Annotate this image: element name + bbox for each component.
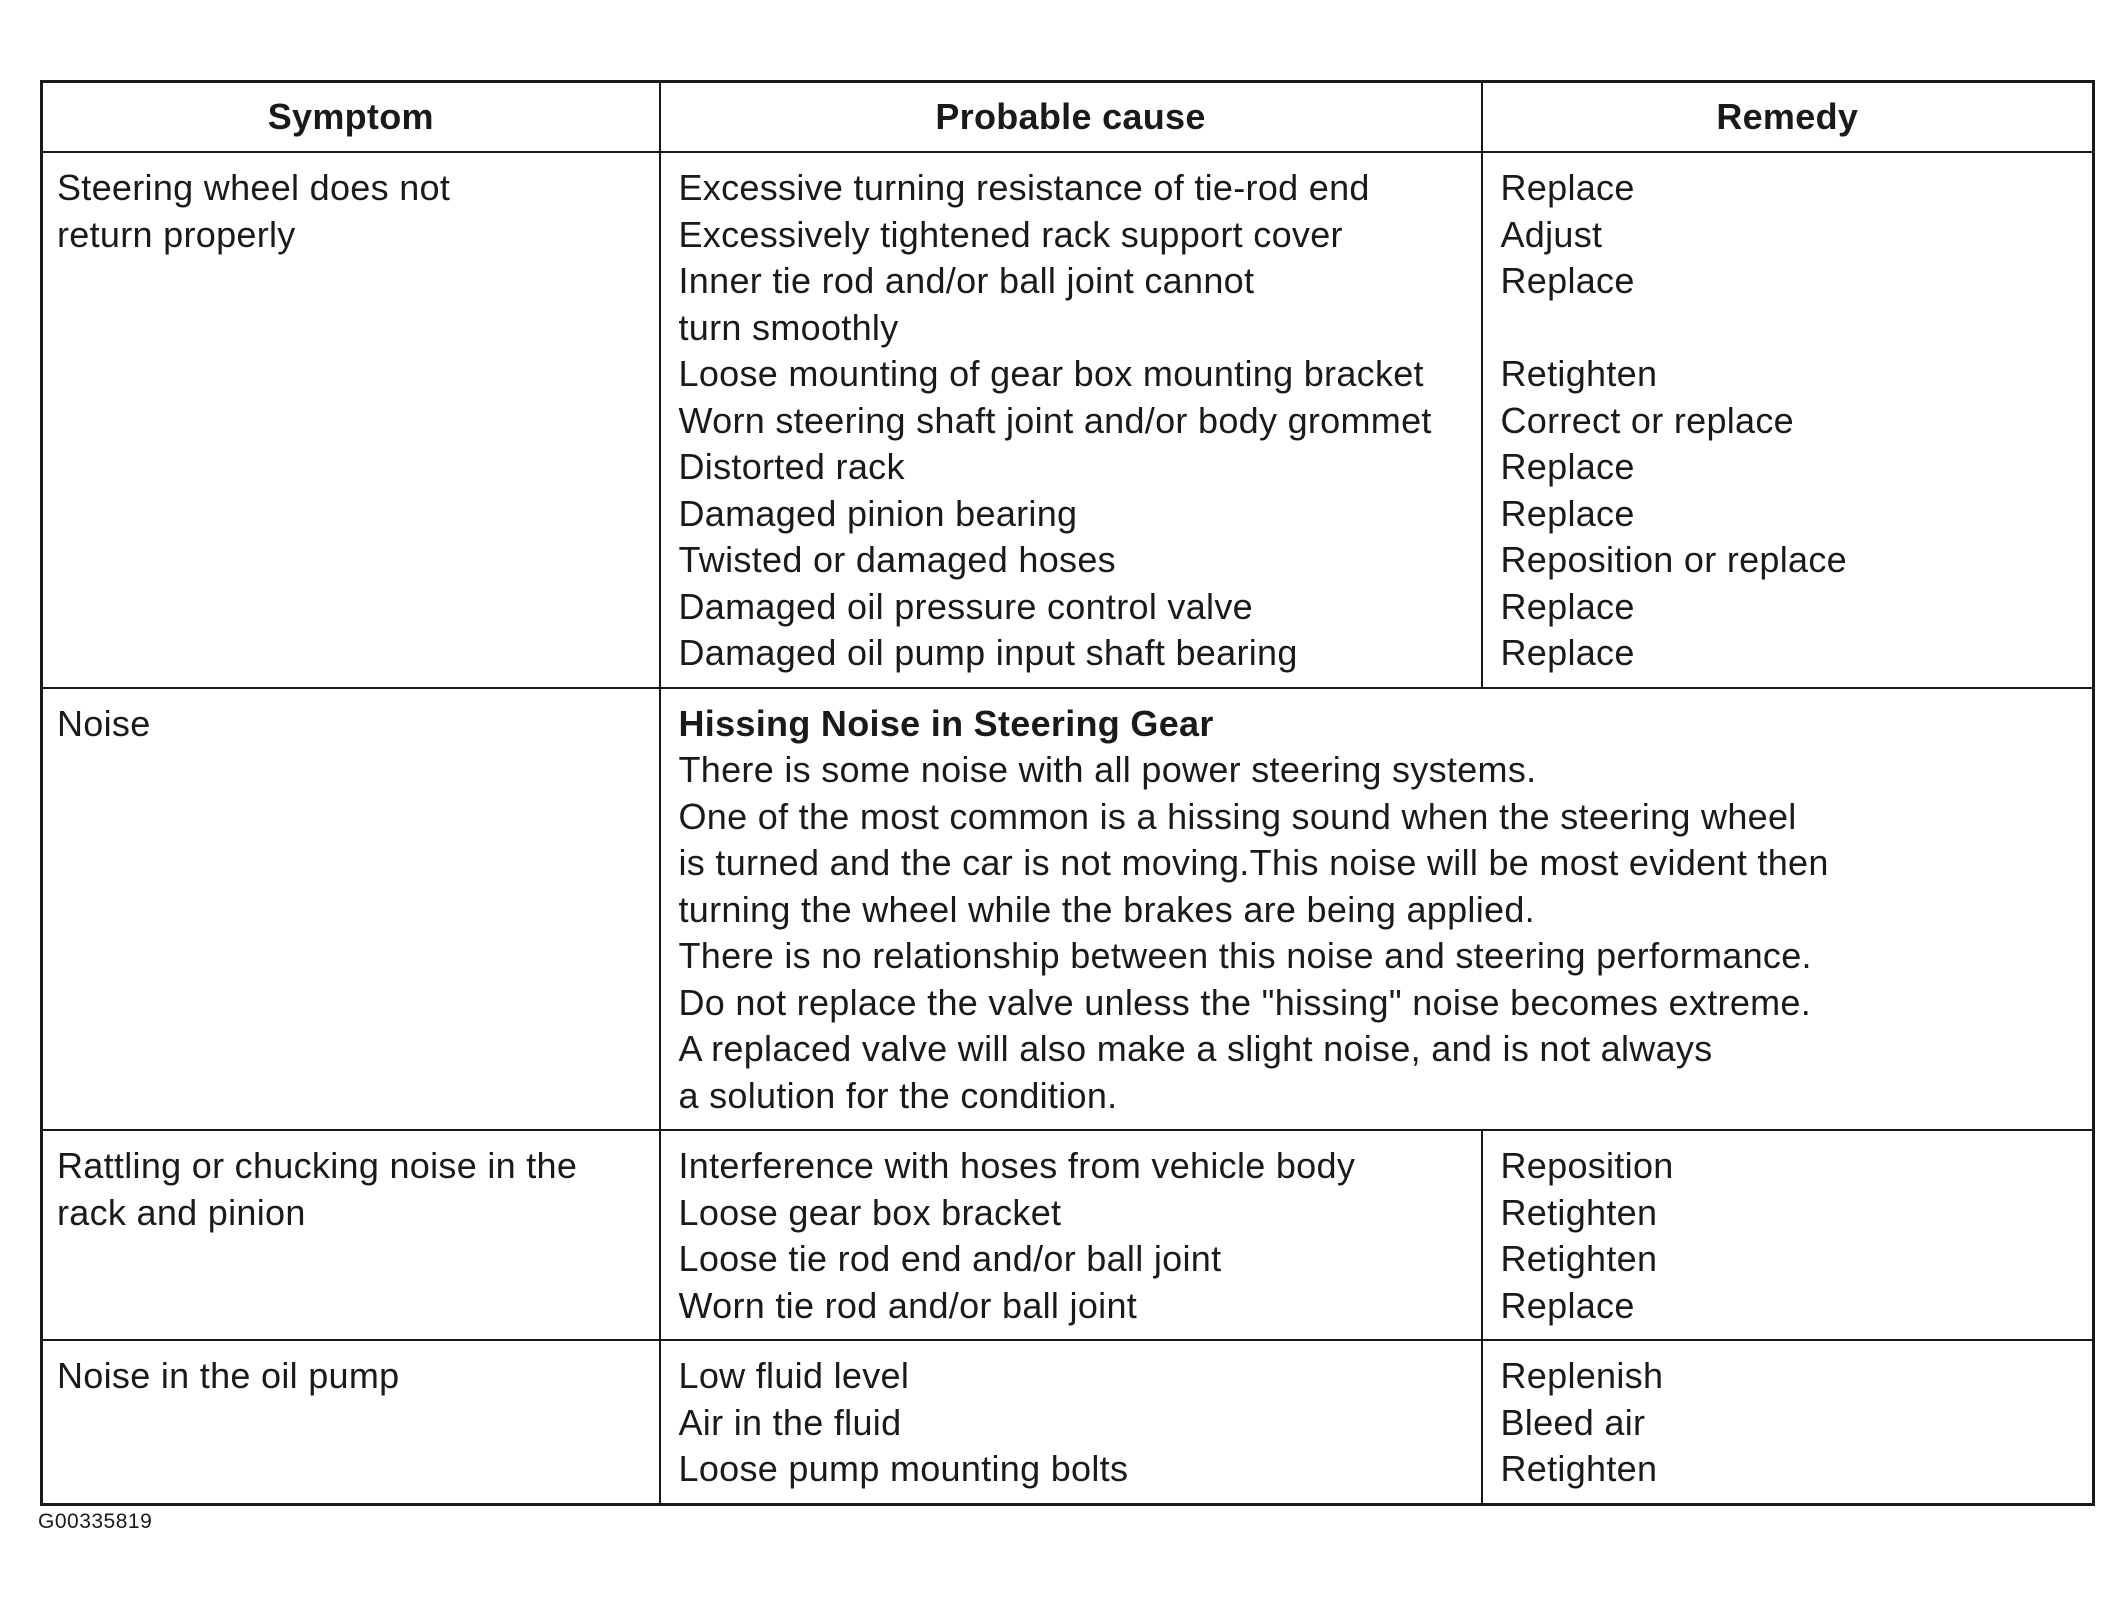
remedy-item: Replace <box>1500 1284 1635 1326</box>
remedy-item: Adjust <box>1500 213 1603 255</box>
cause-item: Loose mounting of gear box mounting bracket <box>678 353 1424 394</box>
table-row <box>42 688 2094 1131</box>
remedy-item: Replace <box>1500 446 1635 487</box>
remedy-item: Reposition or replace <box>1500 539 1847 580</box>
symptom-cell <box>42 152 660 688</box>
cause-item: Low fluid level <box>678 1355 910 1396</box>
table-row <box>42 1130 2094 1340</box>
cause-item: Damaged oil pump input shaft bearing <box>678 632 1298 673</box>
cause-item: Distorted rack <box>678 446 905 487</box>
symptom-cell <box>42 1340 660 1504</box>
remedy-spacer <box>1501 305 2075 352</box>
figure-id-label: G00335819 <box>38 1510 153 1533</box>
cause-cell <box>660 152 1482 688</box>
cause-item: Loose gear box bracket <box>678 1191 1062 1233</box>
symptom-text: Steering wheel does not return properly <box>57 167 451 255</box>
remedy-item: Retighten <box>1500 1191 1658 1233</box>
cause-cell <box>660 1130 1482 1340</box>
remedy-cell <box>1482 1130 2094 1340</box>
remedy-item: Replace <box>1500 167 1635 208</box>
cause-item: Excessively tightened rack support cover <box>678 213 1343 255</box>
cause-item: Interference with hoses from vehicle body <box>678 1145 1356 1186</box>
header-symptom: Symptom <box>42 82 660 153</box>
header-row <box>42 82 2094 153</box>
remedy-item: Retighten <box>1500 1238 1658 1279</box>
cause-item: Worn steering shaft joint and/or body grommet <box>678 399 1432 441</box>
remedy-item: Correct or replace <box>1500 399 1795 441</box>
symptom-cell <box>42 1130 660 1340</box>
remedy-item: Replace <box>1500 260 1635 301</box>
cause-cell <box>660 1340 1482 1504</box>
cause-item: Excessive turning resistance of tie-rod end <box>678 167 1370 208</box>
header-probable-cause: Probable cause <box>660 82 1482 153</box>
symptom-cell <box>42 688 660 1131</box>
troubleshooting-table <box>40 80 2095 1506</box>
remedy-cell <box>1482 1340 2094 1504</box>
remedy-item: Replace <box>1500 632 1635 673</box>
cause-item: Damaged oil pressure control valve <box>678 585 1253 627</box>
cause-item: Inner tie rod and/or ball joint cannot turn smoothly <box>678 260 1255 348</box>
cause-item: Loose pump mounting bolts <box>678 1448 1129 1489</box>
cause-item: Loose tie rod end and/or ball joint <box>678 1238 1222 1279</box>
symptom-text: Rattling or chucking noise in the rack and pinion <box>57 1145 578 1233</box>
remedy-cell <box>1482 152 2094 688</box>
cause-item: Damaged pinion bearing <box>678 492 1078 534</box>
cause-item: Worn tie rod and/or ball joint <box>678 1284 1138 1326</box>
remedy-item: Retighten <box>1500 353 1658 394</box>
header-remedy: Remedy <box>1482 82 2094 153</box>
noise-note-cell <box>660 688 2094 1131</box>
remedy-item: Replace <box>1500 492 1635 534</box>
table-row <box>42 1340 2094 1504</box>
remedy-item: Bleed air <box>1500 1401 1646 1443</box>
noise-note-heading: Hissing Noise in Steering Gear <box>678 702 1214 744</box>
symptom-text: Noise <box>57 702 151 744</box>
symptom-text: Noise in the oil pump <box>57 1355 400 1396</box>
table-row <box>42 152 2094 688</box>
remedy-item: Replace <box>1500 585 1635 627</box>
remedy-item: Replenish <box>1500 1355 1664 1396</box>
cause-item: Twisted or damaged hoses <box>678 539 1116 580</box>
remedy-item: Retighten <box>1500 1448 1658 1489</box>
cause-item: Air in the fluid <box>678 1401 902 1443</box>
noise-note-text: There is some noise with all power steering systems. One of the most common is a hissing sound when the steering wheel is turned and the car is not moving.This noise will be most evident then turning the wheel while the brakes are being applied. There is no relationship between this noise and steering performance. Do not replace the valve unless the "hissing" noise becomes extreme. A replaced valve will also make a slight noise, and is not always a solution for the condition. <box>678 749 1829 1116</box>
remedy-item: Reposition <box>1500 1145 1674 1186</box>
